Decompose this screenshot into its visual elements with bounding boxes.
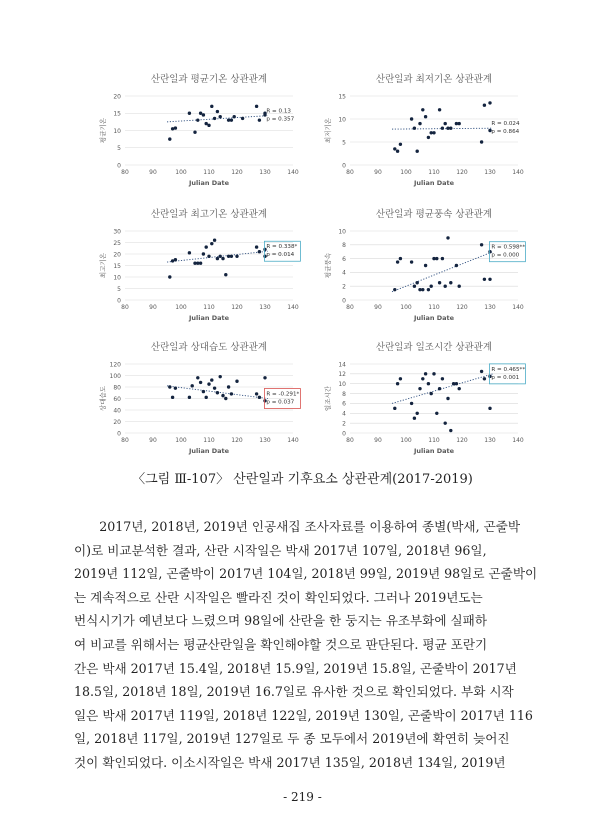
data-point (196, 118, 199, 121)
data-point (413, 417, 416, 420)
y-tick-label: 12 (338, 371, 346, 379)
x-tick-label: 140 (512, 304, 524, 311)
x-tick-label: 140 (512, 169, 524, 176)
data-point (458, 387, 461, 390)
x-axis-label: Julian Date (413, 314, 455, 322)
y-tick-label: 20 (113, 93, 121, 101)
x-tick-label: 120 (456, 304, 468, 311)
stat-annotation: R = 0.024 (491, 121, 520, 128)
data-point (480, 140, 483, 143)
stat-annotation: p = 0.014 (266, 252, 295, 259)
data-point (438, 281, 441, 284)
data-point (210, 242, 213, 245)
data-point (424, 115, 427, 118)
x-tick-label: 100 (400, 169, 412, 176)
x-tick-label: 110 (203, 304, 215, 311)
data-point (199, 381, 202, 384)
y-tick-label: 4 (342, 410, 346, 418)
data-point (205, 245, 208, 248)
data-point (399, 377, 402, 380)
x-tick-label: 140 (512, 437, 524, 444)
data-point (174, 126, 177, 129)
x-tick-label: 90 (374, 304, 382, 311)
data-point (444, 421, 447, 424)
data-point (258, 396, 261, 399)
x-tick-label: 120 (456, 437, 468, 444)
x-tick-label: 110 (428, 169, 440, 176)
data-point (210, 378, 213, 381)
data-point (233, 115, 236, 118)
y-tick-label: 8 (342, 390, 346, 398)
y-tick-label: 40 (113, 407, 121, 415)
data-point (213, 239, 216, 242)
data-point (219, 375, 222, 378)
y-tick-label: 6 (342, 400, 346, 408)
body-line: 2019년 112일, 곤줄박이 2017년 104일, 2018년 99일, 2019년 98일로 곤줄박이 (74, 566, 538, 582)
data-point (224, 397, 227, 400)
y-tick-label: 15 (338, 93, 346, 101)
chart-max-temp (83, 205, 313, 333)
x-tick-label: 80 (121, 169, 129, 176)
data-point (258, 118, 261, 121)
data-point (207, 255, 210, 258)
data-point (488, 407, 491, 410)
stat-annotation: p = 0.000 (491, 252, 520, 259)
y-tick-label: 4 (342, 269, 346, 277)
data-point (396, 150, 399, 153)
x-tick-label: 80 (121, 437, 129, 444)
page-number: - 219 - (283, 790, 322, 804)
y-tick-label: 10 (338, 228, 346, 236)
body-line: 이)로 비교분석한 결과, 산란 시작일은 박새 2017년 107일, 2018년 96일, (74, 542, 487, 558)
y-tick-label: 0 (117, 162, 121, 170)
data-point (424, 372, 427, 375)
data-point (213, 117, 216, 120)
data-point (393, 147, 396, 150)
data-point (418, 122, 421, 125)
x-tick-label: 140 (287, 437, 299, 444)
data-point (393, 288, 396, 291)
y-tick-label: 120 (109, 361, 121, 369)
data-point (396, 382, 399, 385)
data-point (224, 273, 227, 276)
stat-annotation: p = 0.864 (491, 129, 520, 136)
data-point (188, 112, 191, 115)
data-point (230, 392, 233, 395)
x-axis-label: Julian Date (413, 447, 455, 455)
data-point (438, 387, 441, 390)
x-tick-label: 100 (400, 437, 412, 444)
x-tick-label: 140 (287, 304, 299, 311)
y-tick-label: 5 (342, 139, 346, 147)
y-axis-label: 평균기온 (99, 117, 107, 144)
data-point (441, 127, 444, 130)
x-tick-label: 110 (203, 169, 215, 176)
data-point (483, 377, 486, 380)
y-tick-label: 14 (338, 361, 346, 369)
data-point (455, 382, 458, 385)
y-tick-label: 2 (342, 283, 346, 291)
chart-title: 산란일과 최고기온 상관관계 (150, 209, 268, 220)
stat-annotation: p = 0.357 (266, 116, 295, 123)
y-axis-label: 일조시간 (324, 385, 332, 412)
data-point (441, 257, 444, 260)
chart-title: 산란일과 최저기온 상관관계 (375, 74, 493, 85)
stat-annotation: R = -0.291* (266, 391, 300, 398)
x-tick-label: 100 (175, 437, 187, 444)
x-tick-label: 130 (484, 437, 496, 444)
body-line: 는 계속적으로 산란 시작일은 빨라진 것이 확인되었다. 그러나 2019년도는 (74, 589, 483, 605)
x-axis-label: Julian Date (413, 179, 455, 187)
x-tick-label: 90 (149, 437, 157, 444)
x-tick-label: 110 (428, 304, 440, 311)
data-point (432, 372, 435, 375)
data-point (202, 252, 205, 255)
y-tick-label: 20 (113, 251, 121, 259)
x-tick-label: 80 (121, 304, 129, 311)
data-point (480, 370, 483, 373)
x-tick-label: 130 (259, 169, 271, 176)
data-point (427, 288, 430, 291)
y-tick-label: 10 (113, 127, 121, 135)
data-point (393, 407, 396, 410)
y-tick-label: 25 (113, 239, 121, 247)
data-point (410, 117, 413, 120)
stat-annotation: R = 0.598** (491, 244, 526, 251)
y-axis-label: 상대습도 (99, 385, 107, 412)
data-point (458, 285, 461, 288)
body-line: 2017년, 2018년, 2019년 인공새집 조사자료를 이용하여 종별(박새, 곤줄박 (99, 519, 521, 534)
y-tick-label: 100 (109, 372, 121, 380)
x-tick-label: 130 (259, 304, 271, 311)
data-point (444, 122, 447, 125)
data-point (446, 397, 449, 400)
stat-annotation: R = 0.13 (266, 108, 291, 115)
x-tick-label: 90 (149, 169, 157, 176)
x-tick-label: 120 (231, 437, 243, 444)
data-point (427, 136, 430, 139)
data-point (216, 257, 219, 260)
data-point (191, 384, 194, 387)
data-point (416, 412, 419, 415)
x-tick-label: 90 (149, 304, 157, 311)
x-tick-label: 90 (374, 169, 382, 176)
data-point (416, 150, 419, 153)
data-point (435, 412, 438, 415)
y-tick-label: 0 (342, 430, 346, 438)
x-tick-label: 130 (484, 304, 496, 311)
y-axis-label: 평균풍속 (324, 252, 332, 279)
data-point (449, 429, 452, 432)
data-point (399, 143, 402, 146)
data-point (168, 137, 171, 140)
trendline (167, 116, 268, 122)
data-point (430, 285, 433, 288)
body-line: 번식시기가 예년보다 느렸으며 98일에 산란을 한 둥지는 유조부화에 실패하 (74, 613, 488, 629)
trendline (167, 251, 268, 262)
data-point (199, 262, 202, 265)
data-point (219, 255, 222, 258)
y-tick-label: 5 (117, 285, 121, 293)
x-tick-label: 80 (346, 304, 354, 311)
y-tick-label: 8 (342, 242, 346, 250)
x-tick-label: 140 (287, 169, 299, 176)
data-point (205, 396, 208, 399)
x-tick-label: 110 (428, 437, 440, 444)
data-point (174, 258, 177, 261)
data-point (171, 396, 174, 399)
data-point (202, 390, 205, 393)
x-tick-label: 110 (203, 437, 215, 444)
data-point (432, 131, 435, 134)
data-point (455, 264, 458, 267)
data-point (480, 243, 483, 246)
chart-title: 산란일과 상대습도 상관관계 (150, 342, 268, 353)
data-point (168, 385, 171, 388)
data-point (230, 118, 233, 121)
data-point (255, 245, 258, 248)
data-point (196, 376, 199, 379)
y-tick-label: 60 (113, 395, 121, 403)
y-axis-label: 최저기온 (324, 117, 332, 144)
x-tick-label: 100 (175, 304, 187, 311)
data-point (418, 387, 421, 390)
data-point (213, 386, 216, 389)
chart-min-temp (308, 70, 538, 198)
x-tick-label: 100 (175, 169, 187, 176)
data-point (202, 113, 205, 116)
data-point (255, 105, 258, 108)
y-tick-label: 0 (342, 297, 346, 305)
data-point (207, 382, 210, 385)
data-point (483, 278, 486, 281)
body-line: 간은 박새 2017년 15.4일, 2018년 15.9일, 2019년 15.8일, 곤줄박이 2017년 (74, 660, 517, 676)
data-point (413, 285, 416, 288)
x-tick-label: 90 (374, 437, 382, 444)
chart-humidity (83, 338, 313, 466)
stat-annotation: R = 0.465** (491, 366, 526, 373)
x-axis-label: Julian Date (188, 314, 230, 322)
y-tick-label: 10 (338, 381, 346, 389)
x-tick-label: 120 (456, 169, 468, 176)
data-point (449, 127, 452, 130)
x-tick-label: 130 (259, 437, 271, 444)
data-point (255, 392, 258, 395)
body-paragraph (74, 515, 540, 775)
data-point (168, 275, 171, 278)
data-point (488, 101, 491, 104)
x-tick-label: 120 (231, 304, 243, 311)
chart-title: 산란일과 평균기온 상관관계 (150, 74, 268, 85)
data-point (399, 257, 402, 260)
data-point (221, 394, 224, 397)
x-tick-label: 100 (400, 304, 412, 311)
stat-annotation: R = 0.338* (266, 244, 298, 251)
y-tick-label: 15 (113, 110, 121, 118)
body-line: 것이 확인되었다. 이소시작일은 박새 2017년 135일, 2018년 134일, 2019년 (74, 754, 506, 770)
y-tick-label: 0 (117, 297, 121, 305)
data-point (446, 236, 449, 239)
data-point (421, 108, 424, 111)
y-tick-label: 6 (342, 255, 346, 263)
y-tick-label: 5 (117, 145, 121, 153)
stat-annotation: p = 0.001 (491, 374, 520, 381)
x-tick-label: 130 (484, 169, 496, 176)
data-point (416, 281, 419, 284)
figure-caption: 〈그림 Ⅲ-107〉 산란일과 기후요소 상관관계(2017-2019) (132, 472, 473, 487)
data-point (427, 382, 430, 385)
data-point (430, 392, 433, 395)
data-point (188, 396, 191, 399)
chart-sunshine (308, 338, 538, 466)
chart-title: 산란일과 일조시간 상관관계 (375, 342, 493, 353)
y-tick-label: 2 (342, 420, 346, 428)
data-point (421, 377, 424, 380)
x-axis-label: Julian Date (188, 179, 230, 187)
data-point (438, 108, 441, 111)
data-point (258, 250, 261, 253)
data-point (444, 285, 447, 288)
data-point (424, 264, 427, 267)
x-tick-label: 80 (346, 169, 354, 176)
chart-mean-temp (83, 70, 313, 198)
y-tick-label: 0 (342, 162, 346, 170)
data-point (488, 278, 491, 281)
data-point (413, 127, 416, 130)
x-tick-label: 120 (231, 169, 243, 176)
y-tick-label: 0 (117, 430, 121, 438)
data-point (227, 385, 230, 388)
data-point (210, 105, 213, 108)
data-point (396, 260, 399, 263)
data-point (207, 124, 210, 127)
data-point (188, 251, 191, 254)
data-point (193, 131, 196, 134)
data-point (174, 386, 177, 389)
data-point (235, 380, 238, 383)
data-point (483, 104, 486, 107)
data-point (230, 255, 233, 258)
data-point (263, 376, 266, 379)
data-point (216, 391, 219, 394)
y-tick-label: 15 (113, 262, 121, 270)
y-tick-label: 10 (113, 274, 121, 282)
y-tick-label: 30 (113, 228, 121, 236)
data-point (221, 257, 224, 260)
chart-title: 산란일과 평균풍속 상관관계 (375, 209, 493, 220)
body-line: 일은 박새 2017년 119일, 2018년 122일, 2019년 130일, 곤줄박이 2017년 116 (74, 707, 533, 723)
data-point (219, 115, 222, 118)
data-point (421, 288, 424, 291)
data-point (410, 402, 413, 405)
data-point (449, 281, 452, 284)
data-point (435, 257, 438, 260)
y-tick-label: 20 (113, 418, 121, 426)
data-point (410, 260, 413, 263)
stat-annotation: p = 0.037 (266, 399, 295, 406)
data-point (458, 122, 461, 125)
body-line: 여 비교를 위해서는 평균산란일을 확인해야할 것으로 판단된다. 평균 포란기 (74, 636, 488, 652)
data-point (441, 377, 444, 380)
y-axis-label: 최고기온 (99, 252, 107, 279)
x-axis-label: Julian Date (188, 447, 230, 455)
x-tick-label: 80 (346, 437, 354, 444)
chart-wind-speed (308, 205, 538, 333)
y-tick-label: 10 (338, 116, 346, 124)
body-line: 18.5일, 2018년 18일, 2019년 16.7일로 유사한 것으로 확인되었다. 부화 시작 (74, 684, 514, 700)
data-point (216, 110, 219, 113)
y-tick-label: 80 (113, 384, 121, 392)
data-point (241, 117, 244, 120)
data-point (235, 255, 238, 258)
body-line: 일, 2018년 117일, 2019년 127일로 두 종 모두에서 2019년에 확연히 늦어진 (74, 731, 510, 747)
